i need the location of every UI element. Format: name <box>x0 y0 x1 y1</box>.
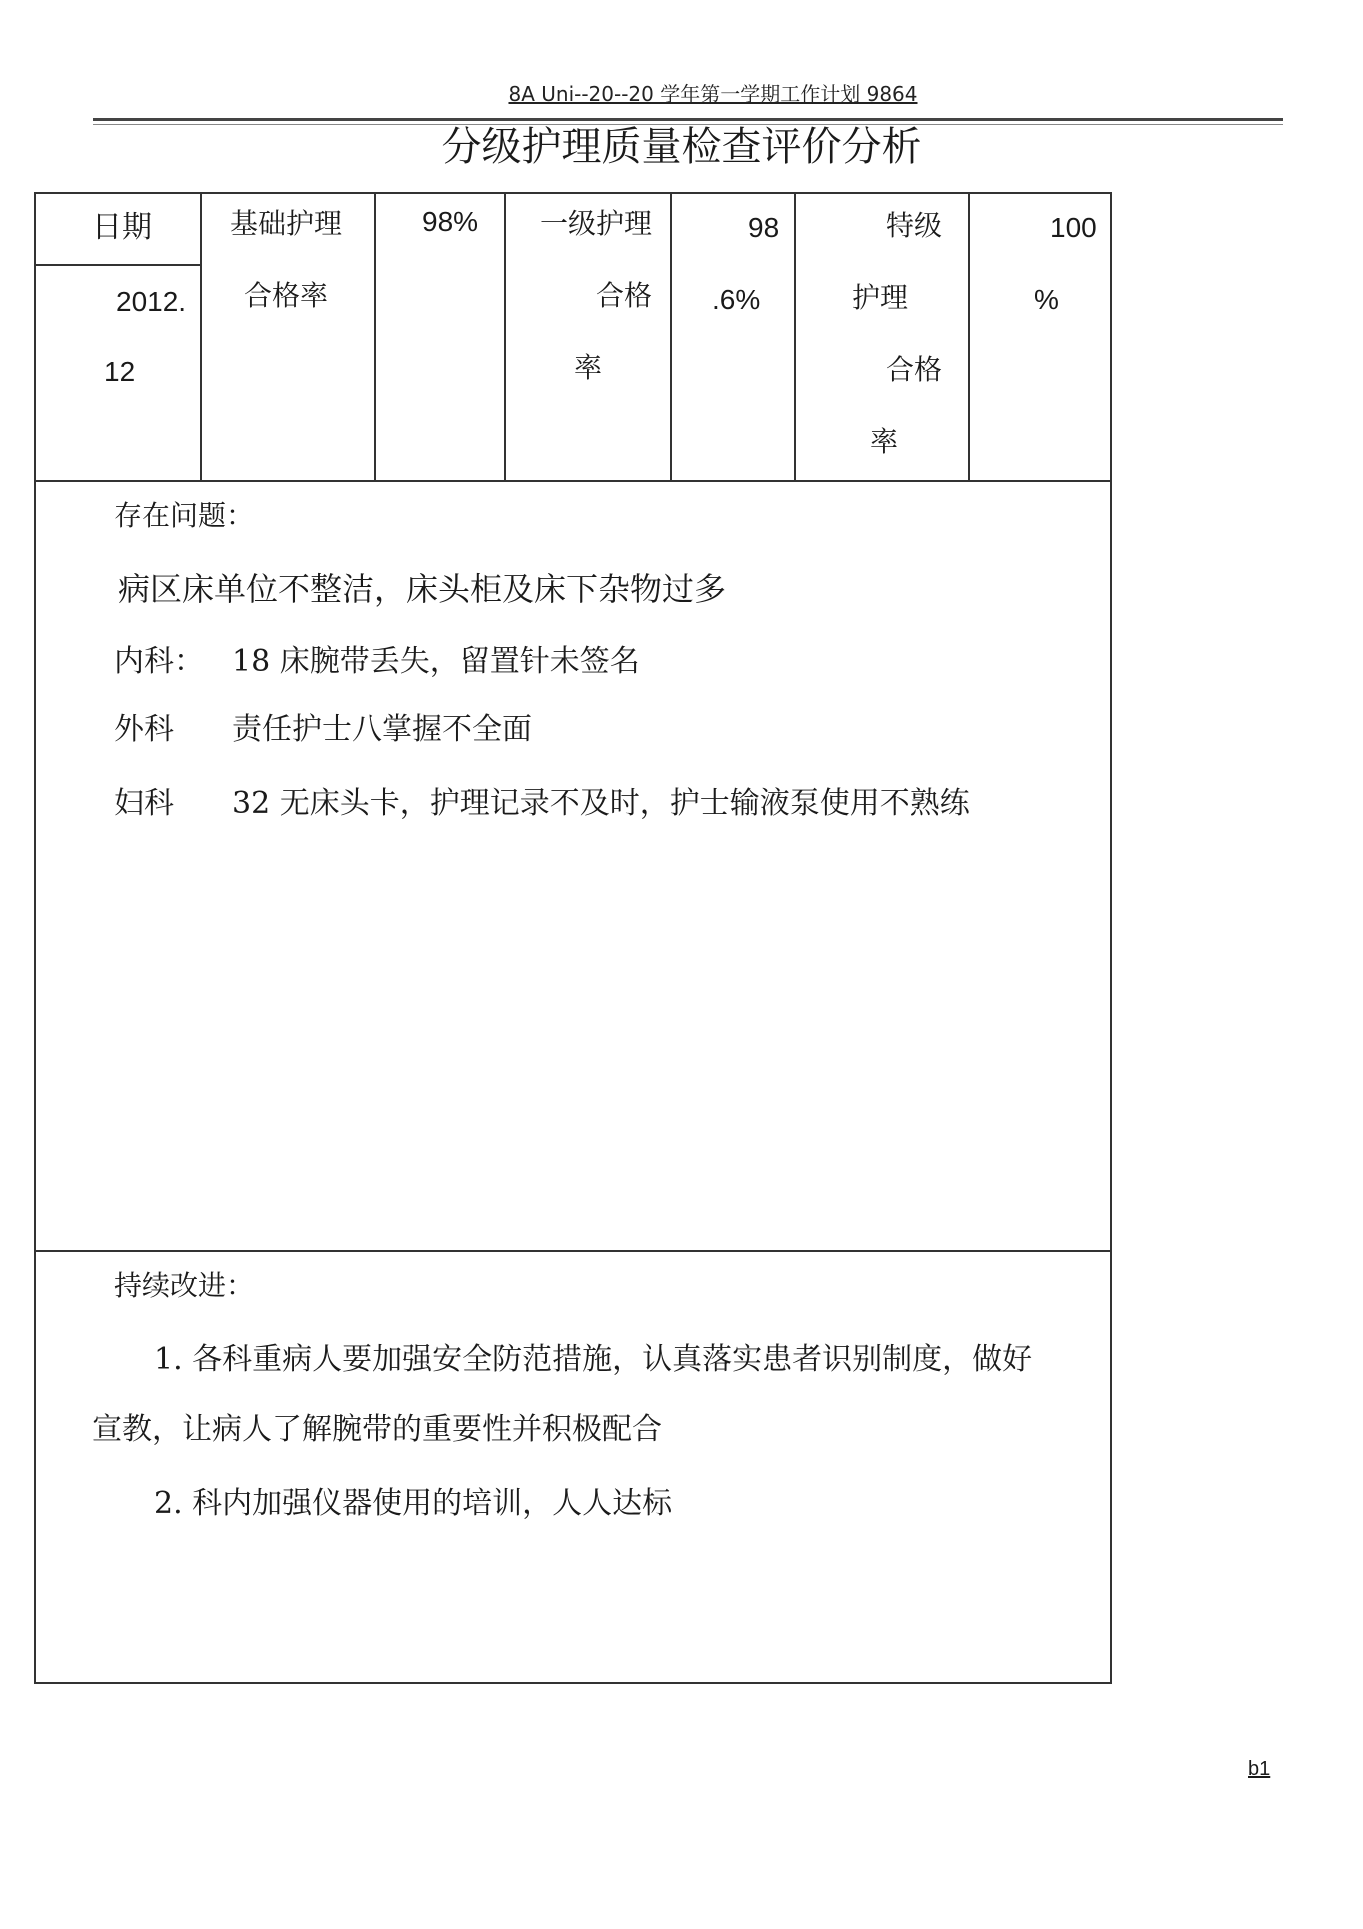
special-care-rate-cont: % <box>1034 284 1059 315</box>
problem-text: 18 床腕带丢失，留置针未签名 <box>232 644 640 679</box>
level1-care-label: 一级护理 <box>540 207 653 240</box>
level1-care-label-cont: 合格 <box>596 279 653 312</box>
special-care-label-cont2: 合格 <box>886 353 943 386</box>
level1-care-rate: 98 <box>748 212 780 243</box>
problem-dept: 妇科 <box>114 786 174 821</box>
column-divider <box>200 192 202 482</box>
level1-care-rate-cont: .6% <box>712 284 761 315</box>
level1-care-label-cont2: 率 <box>574 351 603 384</box>
date-label: 日期 <box>92 210 152 245</box>
basic-care-label: 基础护理 <box>230 207 343 240</box>
page-number: b1 <box>1248 1758 1271 1780</box>
problems-general: 病区床单位不整洁，床头柜及床下杂物过多 <box>118 570 727 608</box>
problem-text: 32 无床头卡，护理记录不及时，护士输液泵使用不熟练 <box>232 786 970 821</box>
column-divider <box>794 192 796 482</box>
column-divider <box>374 192 376 482</box>
special-care-rate: 100 <box>1050 212 1097 243</box>
improvement-item: 2. 科内加强仪器使用的培训，人人达标 <box>154 1486 673 1521</box>
improvement-item: 1. 各科重病人要加强安全防范措施，认真落实患者识别制度，做好 <box>154 1342 1033 1377</box>
column-divider <box>504 192 506 482</box>
problems-heading: 存在问题： <box>114 499 255 532</box>
special-care-label-cont: 护理 <box>852 281 909 314</box>
date-value: 2012. <box>116 286 187 317</box>
row-divider <box>34 264 202 266</box>
problem-text: 责任护士八掌握不全面 <box>232 712 532 747</box>
document-header: 8A Uni--20--20 学年第一学期工作计划 9864 <box>508 82 918 106</box>
date-value-cont: 12 <box>104 356 136 387</box>
improvements-heading: 持续改进： <box>114 1269 255 1302</box>
column-divider <box>670 192 672 482</box>
column-divider <box>968 192 970 482</box>
row-divider <box>34 1250 1112 1252</box>
special-care-label: 特级 <box>886 209 943 242</box>
problem-dept: 外科 <box>114 712 174 747</box>
evaluation-table <box>34 192 1112 1684</box>
row-divider <box>34 480 1112 482</box>
special-care-label-cont3: 率 <box>870 425 899 458</box>
basic-care-rate: 98% <box>422 206 479 237</box>
improvement-item-cont: 宣教，让病人了解腕带的重要性并积极配合 <box>92 1412 662 1447</box>
problem-dept: 内科： <box>114 644 204 679</box>
basic-care-label-cont: 合格率 <box>244 279 329 312</box>
page-title: 分级护理质量检查评价分析 <box>441 124 922 170</box>
